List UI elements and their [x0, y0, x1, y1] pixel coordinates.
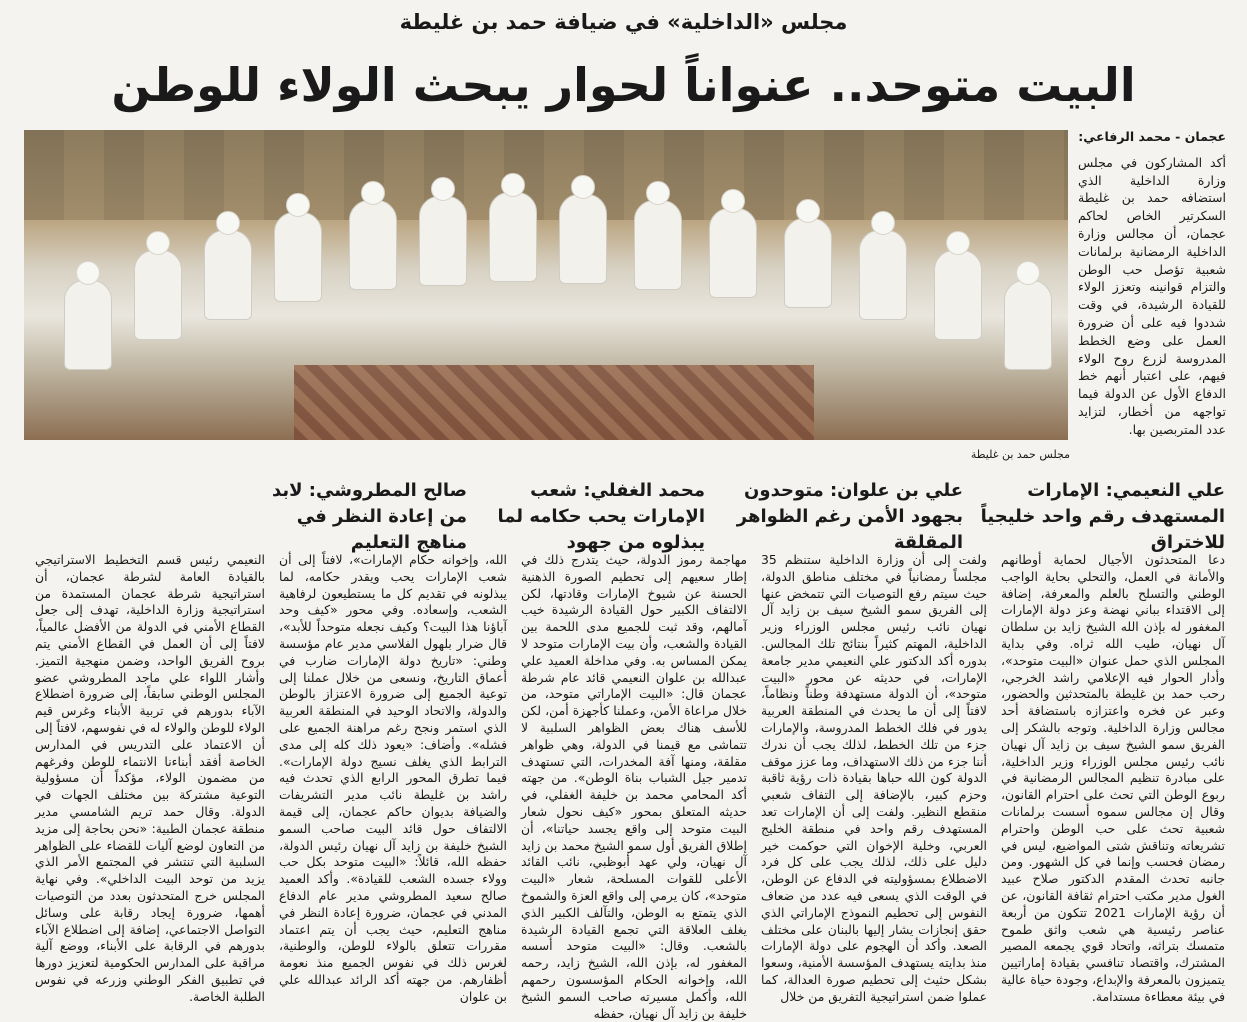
byline: عجمان - محمد الرفاعي:	[1078, 129, 1226, 144]
subhead-3: محمد الغفلي: شعب الإمارات يحب حكامه لما يبذلوه من جهود	[497, 480, 705, 553]
kicker: مجلس «الداخلية» في ضيافة حمد بن غليطة	[399, 10, 848, 34]
column-1: دعا المتحدثون الأجيال لحماية أوطانهم والأمانة في العمل، والتحلي بحاية الواجب الوطني والتسلح بالعلم والمعرفة، إضافة إلى الاقتداء بباني نهضة وعز دولة الإمارات المغفور له بإذن الله الشيخ زايد بن سلطان آل نهيان، طيب الله ثراه. وفي بداية المجلس الذي حمل عنوان «البيت متوحد»، وأدار الحوار فيه الإعلامي راشد الخرجي، رحب حمد بن غليطة بالمتحدثين والحضور، وعبر عن فخره واعتزازه باستضافة أحد مجالس وزارة الداخلية. وتوجه بالشكر إلى الفريق سمو الشيخ سيف بن زايد آل نهيان نائب رئيس مجلس الوزراء وزير الداخلية، على مبادرة تنظيم المجالس الرمضانية في ربوع الوطن التي تحث على احترام القانون، وقال إن مجالس سموه أسست برلمانات شعبية تحث على حب الوطن واحترام تشريعاته وتناقش شتى المواضيع، ليس في رمضان فحسب وإنما في كل الشهور. ومن جانبه تحدث المقدم الدكتور صلاح عبيد الغول مدير مكتب احترام ثقافة القانون، عن أن رؤية الإمارات 2021 تتكون من أربعة عناصر رئيسية هي شعب واثق طموح متمسك بتراثه، واتحاد قوي يجمعه المصير المشترك، واقتصاد تنافسي بقيادة إماراتيين يتميزون بالمعرفة والإبداع، وجودة حياة عالية في بيئة معطاءة مستدامة.	[1001, 552, 1225, 1004]
photo-caption: مجلس حمد بن غليطة	[970, 448, 1070, 461]
column-5: النعيمي رئيس قسم التخطيط الاستراتيجي بالقيادة العامة لشرطة عجمان، أن استراتيجية شرطة عجمان المستمدة من استراتيجية وزارة الداخلية، تهدف إلى جعل القطاع الأمني في الدولة من الأفضل عالمياً، لافتاً إلى أن العمل في القطاع الأمني يتم بروح الفريق الواحد، وضمن منهجية التميز. وأشار اللواء علي ماجد المطروشي عضو المجلس الوطني سابقاً، إلى ضرورة اضطلاع الآباء بدورهم في تربية الأبناء وغرس قيم الولاء للوطن والولاء له في نفوسهم، لافتاً إلى أن الاعتماد على التدريس في المدارس الخاصة أفقد أبناءنا الانتماء للوطن وفرغهم من مضمون الولاء، مؤكداً أن مسؤولية التوعية مشتركة بين مختلف الجهات في الدولة. وقال حمد تريم الشامسي مدير منطقة عجمان الطبية: «نحن بحاجة إلى مزيد من التعاون لوضع آليات للقضاء على الظواهر السلبية التي تنتشر في المجتمع الأمر الذي يزيد من توحد البيت الداخلي». وفي نهاية المجلس خرج المتحدثون بعدد من التوصيات أهمها، ضرورة إيجاد رقابة على وسائل التواصل الاجتماعي، إضافة إلى اضطلاع الآباء بدورهم في الرقابة على الأبناء، ووضع آلية مراقبة على المدارس الحكومية لتعزيز دورها في تطبيق الفكر الوطني وزرعه في نفوس الطلبة الخاصة.	[35, 552, 265, 1004]
subhead-1: علي النعيمي: الإمارات المستهدف رقم واحد خليجياً للاختراق	[980, 480, 1225, 553]
headline: البيت متوحد.. عنواناً لحوار يبحث الولاء للوطن	[111, 58, 1136, 112]
column-2: ولفت إلى أن وزارة الداخلية ستنظم 35 مجلساً رمضانياً في مختلف مناطق الدولة، حيث سيتم رفع التوصيات التي تتمخض عنها إلى الفريق سمو الشيخ سيف بن زايد آل نهيان نائب رئيس مجلس الوزراء وزير الداخلية، المهتم كثيراً بنتائج تلك المجالس. بدوره أكد الدكتور علي النعيمي مدير جامعة الإمارات، في حديثه عن محور «البيت متوحد»، أن الدولة مستهدفة وطناً ونظاماً، لافتاً إلى أن ما يحدث في المنطقة العربية يدور في فلك الخطط المدروسة، والإمارات جزء من تلك الخطط، لذلك يجب أن ندرك أننا جزء من ذلك الاستهداف، وما عزز موقف الدولة كون الله حباها بقيادة ذات رؤية ثاقبة وحزم كبير، بالإضافة إلى التفاف شعبي منقطع النظير. ولفت إلى أن الإمارات تعد المستهدف رقم واحد في منطقة الخليج العربي، وخلية الإخوان التي حوكمت خير دليل على ذلك، لذلك يجب على كل فرد الاضطلاع بمسؤوليته في الدفاع عن الوطن، في الوقت الذي يسعى فيه عدد من ضعاف النفوس إلى تحطيم النموذج الإماراتي الذي حقق إنجازات يشار إليها بالبنان على مختلف الصعد. وأكد أن الهجوم على دولة الإمارات منذ بدايته يستهدف المؤسسة الأمنية، وسعوا بشكل حثيث إلى تحطيم صورة العدالة، كما عملوا ضمن استراتيجية التفريق من خلال	[761, 552, 987, 1004]
side-text: أكد المشاركون في مجلس وزارة الداخلية الذي استضافه حمد بن غليطة السكرتير الخاص لحاكم عجمان، أن مجالس وزارة الداخلية الرمضانية برلمانات شعبية تؤصل حب الوطن والتزام قوانينه وتعزز الولاء للقيادة الرشيدة، في وقت شددوا فيه على أن ضرورة العمل على وضع الخطط المدروسة لزرع روح الولاء فيهم، على اعتبار أنهم خط الدفاع الأول عن الدولة فيما تواجهه من أخطار، لتزايد عدد المتربصين بها.	[1078, 154, 1226, 437]
side-column	[1078, 128, 1226, 439]
column-3: مهاجمة رموز الدولة، حيث يتدرج ذلك في إطار سعيهم إلى تحطيم الصورة الذهنية الحسنة عن شيوخ الإمارات وقادتها، لكن الالتفاف الكبير حول القيادة الرشيدة خيب آمالهم، وقد ثبت للجميع مدى اللحمة بين القيادة والشعب، وأن بيت الإمارات متوحد لا يمكن المساس به. وفي مداخلة العميد علي عبدالله بن علوان النعيمي قائد عام شرطة عجمان قال: «البيت الإماراتي متوحد، من خلال مراعاة الأمن، وعملنا كأجهزة أمن، لكن للأسف هناك بعض الظواهر السلبية لا تتماشى مع قيمنا في الدولة، وهي ظواهر مقلقة، ومنها آفة المخدرات، التي تستهدف تدمير جيل الشباب بناة الوطن». من جهته أكد المحامي محمد بن خليفة الغفلي، في حديثه المتعلق بمحور «كيف نحول شعار البيت متوحد إلى واقع يجسد حياتنا»، أن إطلاق الفريق أول سمو الشيخ محمد بن زايد آل نهيان، ولي عهد أبوظبي، نائب القائد الأعلى للقوات المسلحة، شعار «البيت متوحد»، كان يرمي إلى واقع العزة والشموخ الذي يتمتع به الوطن، والتآلف الكبير الذي يغلف العلاقة التي تجمع القيادة الرشيدة بالشعب. وقال: «البيت متوحد أسسه المغفور له، بإذن الله، الشيخ زايد، رحمه الله، وإخوانه الحكام المؤسسون رحمهم الله، وأكمل مسيرته صاحب السمو الشيخ خليفة بن زايد آل نهيان، حفظه	[521, 552, 747, 1021]
photo	[24, 130, 1068, 440]
subhead-4: صالح المطروشي: لابد من إعادة النظر في مناهج التعليم	[271, 480, 467, 553]
column-4: الله، وإخوانه حكام الإمارات»، لافتاً إلى أن شعب الإمارات يحب ويقدر حكامه، لما يبذلونه في تقديم كل ما يستطيعون لرفاهية الشعب، وإسعاده. وفي محور «كيف وحد آباؤنا هذا البيت؟ وكيف نجعله متوحداً للأبد»، قال ضرار بلهول الفلاسي مدير عام مؤسسة وطني: «تاريخ دولة الإمارات ضارب في أعماق التاريخ، ونسعى من خلال عملنا إلى توعية الجميع إلى ضرورة الاعتزاز بالوطن والدولة، والاتحاد الوحيد في المنطقة العربية الذي استمر ونجح رغم مراهنة الجميع على فشله». وأضاف: «يعود ذلك كله إلى مدى الترابط الذي يغلف نسيج دولة الإمارات». فيما تطرق المحور الرابع الذي تحدث فيه راشد بن غليطة نائب مدير التشريفات والضيافة بديوان حاكم عجمان، إلى قيمة الالتفاف حول قائد البيت صاحب السمو الشيخ خليفة بن زايد آل نهيان رئيس الدولة، حفظه الله، قائلاً: «البيت متوحد بكل حب وولاء جسده الشعب للقيادة». وأكد العميد صالح سعيد المطروشي مدير عام الدفاع المدني في عجمان، ضرورة إعادة النظر في مناهج التعليم، حيث يجب أن يتم اعتماد مقررات تتعلق بالولاء للوطن، والوطنية، لغرس ذلك في نفوس الجميع منذ نعومة أظفارهم. من جهته أكد الرائد عبدالله علي بن علوان	[279, 552, 507, 1004]
subhead-2: علي بن علوان: متوحدون بجهود الأمن رغم الظواهر المقلقة	[736, 480, 963, 553]
article-columns	[24, 552, 1225, 1021]
subheads	[24, 478, 1225, 553]
